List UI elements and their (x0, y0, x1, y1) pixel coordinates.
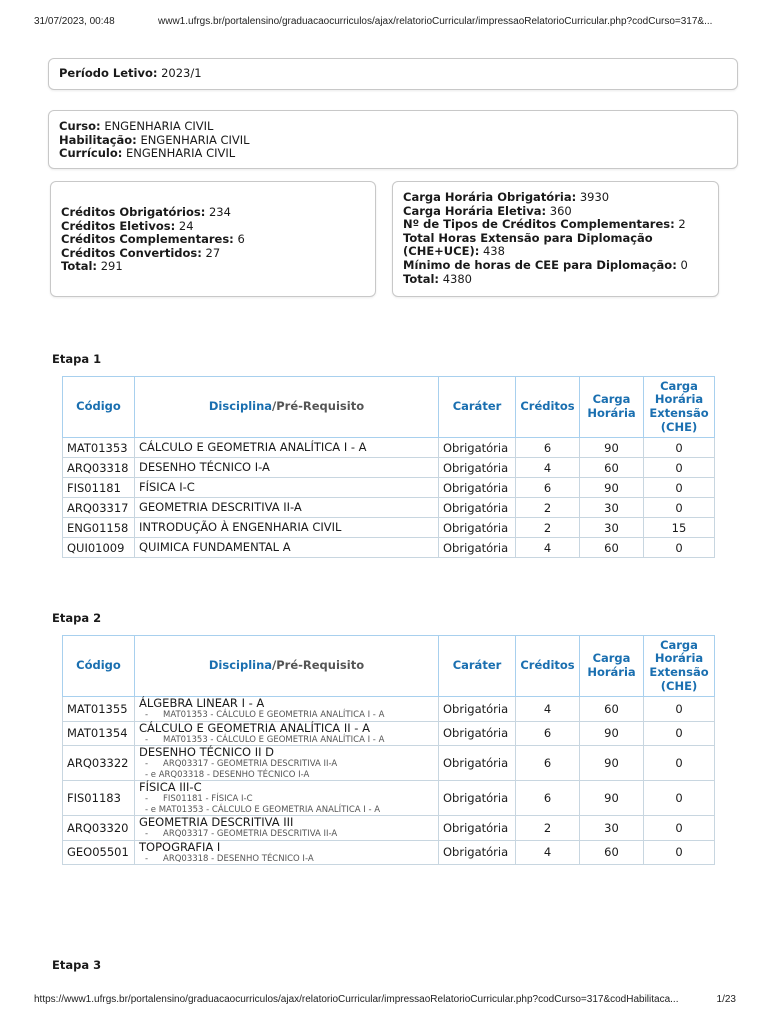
etapa1-table (62, 376, 715, 558)
creditos-cell: 4 (516, 840, 580, 865)
che-cell: 0 (644, 816, 715, 841)
table-row (63, 816, 715, 841)
che-cell: 0 (644, 458, 715, 478)
disciplina-cell (135, 478, 439, 498)
prereq-line (145, 735, 434, 746)
carga-box (392, 181, 719, 297)
disciplina-cell (135, 746, 439, 781)
creditos-cell: 4 (516, 538, 580, 558)
carater-cell: Obrigatória (439, 697, 516, 722)
table-row (63, 746, 715, 781)
table-row (63, 498, 715, 518)
che-cell: 0 (644, 438, 715, 458)
prereq-line: - e ARQ03318 - DESENHO TÉCNICO I-A (145, 769, 310, 780)
creditos-cell: 2 (516, 816, 580, 841)
carater-cell: Obrigatória (439, 518, 516, 538)
header-slash: / (272, 399, 277, 414)
etapa2-table (62, 635, 715, 865)
che-cell: 0 (644, 746, 715, 781)
header-che (644, 636, 715, 697)
footer-page-number: 1/23 (716, 994, 736, 1005)
prereq-line (145, 794, 434, 805)
prereq-text: MAT01353 - CÁLCULO E GEOMETRIA ANALÍTICA I - A (163, 710, 385, 720)
carga-eletiva-value: 360 (549, 203, 572, 218)
prereq-line: - e MAT01353 - CÁLCULO E GEOMETRIA ANALÍTICA I - A (145, 804, 381, 815)
carga-obrigatoria-value: 3930 (579, 190, 610, 204)
carga-cell: 60 (580, 840, 644, 865)
header-carater: Caráter (439, 377, 516, 438)
carga-total-label: Total: (403, 271, 440, 286)
disciplina-name: QUIMICA FUNDAMENTAL A (139, 540, 291, 554)
extensao-value: 438 (482, 244, 505, 259)
creditos-cell: 4 (516, 697, 580, 722)
carga-cell: 90 (580, 781, 644, 816)
carga-cell: 60 (580, 538, 644, 558)
header-slash: / (272, 658, 277, 673)
prereq-text: ARQ03317 - GEOMETRIA DESCRITIVA II-A (163, 829, 338, 839)
che-cell: 15 (644, 518, 715, 538)
header-che-line2: Horária (654, 651, 704, 666)
carater-cell: Obrigatória (439, 816, 516, 841)
header-carga-line1: Carga (592, 651, 631, 666)
che-cell: 0 (644, 697, 715, 722)
carga-cell: 30 (580, 498, 644, 518)
disciplina-name: CÁLCULO E GEOMETRIA ANALÍTICA II - A (139, 720, 370, 735)
header-che-line3: Extensão (649, 406, 709, 420)
prereq-text: FIS01181 - FÍSICA I-C (163, 794, 253, 804)
prereq-dash: - (145, 853, 149, 864)
creditos-cell: 2 (516, 498, 580, 518)
etapa1-body (63, 438, 715, 558)
carga-cell: 60 (580, 458, 644, 478)
carater-cell: Obrigatória (439, 458, 516, 478)
prereq-dash: - (145, 794, 149, 804)
creditos-convertidos-label: Créditos Convertidos: (61, 245, 202, 260)
carater-cell: Obrigatória (439, 781, 516, 816)
tipos-creditos-label: Nº de Tipos de Créditos Complementares: (403, 217, 675, 232)
disciplina-name: FÍSICA III-C (139, 780, 202, 794)
carga-total-value: 4380 (442, 271, 472, 286)
prereq-dash: - (145, 759, 149, 769)
che-cell: 0 (644, 781, 715, 816)
disciplina-cell (135, 438, 439, 458)
prereq-list (139, 710, 434, 721)
codigo-cell: ARQ03318 (63, 458, 135, 478)
prereq-text: ARQ03318 - DESENHO TÉCNICO I-A (163, 853, 314, 864)
minimo-cee-value: 0 (680, 257, 688, 272)
creditos-total-value: 291 (100, 259, 123, 274)
periodo-label: Período Letivo: (59, 66, 158, 80)
periodo-box (48, 58, 738, 90)
disciplina-name: GEOMETRIA DESCRITIVA III (139, 815, 294, 829)
etapa2-title: Etapa 2 (52, 611, 102, 625)
extensao-label-cont: (CHE+UCE): (403, 244, 480, 259)
creditos-eletivos-value: 24 (178, 218, 194, 233)
table-row (63, 438, 715, 458)
disciplina-name: GEOMETRIA DESCRITIVA II-A (139, 500, 302, 514)
curso-box (48, 110, 738, 169)
prereq-line (145, 710, 434, 721)
disciplina-cell (135, 458, 439, 478)
disciplina-name: CÁLCULO E GEOMETRIA ANALÍTICA I - A (139, 440, 367, 454)
table-row (63, 538, 715, 558)
prereq-list (139, 829, 434, 840)
creditos-cell: 2 (516, 518, 580, 538)
creditos-obrigatorios-value: 234 (208, 205, 231, 219)
disciplina-cell (135, 816, 439, 841)
header-codigo: Código (63, 636, 135, 697)
table-row (63, 781, 715, 816)
table-row (63, 697, 715, 722)
disciplina-cell (135, 781, 439, 816)
che-cell: 0 (644, 840, 715, 865)
extensao-label: Total Horas Extensão para Diplomação (403, 230, 653, 245)
header-prerequisito: Pré-Requisito (276, 658, 365, 673)
codigo-cell: ARQ03320 (63, 816, 135, 841)
print-url: www1.ufrgs.br/portalensino/graduacaocurriculos/ajax/relatorioCurricular/impressaoRelatorioCurricular.php?codCurso=317&... (158, 16, 713, 27)
disciplina-name: DESENHO TÉCNICO I-A (139, 460, 270, 474)
header-carga-line1: Carga (592, 392, 631, 407)
prereq-text: MAT01353 - CÁLCULO E GEOMETRIA ANALÍTICA I - A (163, 734, 385, 745)
creditos-cell: 6 (516, 746, 580, 781)
carater-cell: Obrigatória (439, 498, 516, 518)
curriculo-label: Currículo: (59, 146, 123, 161)
codigo-cell: ARQ03322 (63, 746, 135, 781)
curso-value: ENGENHARIA CIVIL (104, 119, 214, 133)
codigo-cell: ENG01158 (63, 518, 135, 538)
prereq-list (139, 735, 434, 746)
creditos-eletivos-label: Créditos Eletivos: (61, 218, 176, 233)
curriculo-value: ENGENHARIA CIVIL (126, 146, 236, 161)
creditos-convertidos-value: 27 (205, 245, 221, 260)
creditos-cell: 6 (516, 478, 580, 498)
carga-cell: 60 (580, 697, 644, 722)
carater-cell: Obrigatória (439, 840, 516, 865)
creditos-complementares-label: Créditos Complementares: (61, 232, 234, 247)
carater-cell: Obrigatória (439, 478, 516, 498)
header-disciplina (135, 377, 439, 438)
disciplina-name: TOPOGRAFIA I (139, 839, 221, 854)
header-che-line1: Carga (660, 637, 698, 652)
header-che-line4: (CHE) (660, 678, 698, 693)
header-carga (580, 636, 644, 697)
periodo-value: 2023/1 (161, 66, 202, 80)
prereq-line (145, 759, 434, 770)
tipos-creditos-value: 2 (678, 217, 686, 232)
header-disciplina-label: Disciplina (208, 399, 273, 414)
codigo-cell: MAT01354 (63, 721, 135, 746)
che-cell: 0 (644, 721, 715, 746)
prereq-list (139, 759, 434, 780)
carater-cell: Obrigatória (439, 438, 516, 458)
disciplina-cell (135, 498, 439, 518)
disciplina-name: DESENHO TÉCNICO II D (139, 745, 274, 759)
prereq-dash: - (145, 710, 149, 720)
minimo-cee-label: Mínimo de horas de CEE para Diplomação: (403, 257, 677, 272)
carga-eletiva-label: Carga Horária Eletiva: (403, 203, 547, 218)
header-che-line2: Horária (654, 392, 704, 407)
creditos-complementares-value: 6 (237, 232, 245, 247)
disciplina-cell (135, 518, 439, 538)
curso-label: Curso: (59, 119, 101, 133)
carga-cell: 30 (580, 816, 644, 841)
che-cell: 0 (644, 478, 715, 498)
carater-cell: Obrigatória (439, 721, 516, 746)
creditos-box (50, 181, 376, 297)
codigo-cell: FIS01183 (63, 781, 135, 816)
carga-cell: 90 (580, 438, 644, 458)
disciplina-name: ÁLGEBRA LINEAR I - A (139, 696, 265, 710)
disciplina-name: FÍSICA I-C (139, 480, 195, 494)
etapa3-title: Etapa 3 (52, 958, 102, 972)
table-row (63, 840, 715, 865)
prereq-list (139, 854, 434, 865)
table-header-row (63, 377, 715, 438)
prereq-dash: - (145, 734, 149, 745)
table-row (63, 721, 715, 746)
header-carater: Caráter (439, 636, 516, 697)
codigo-cell: QUI01009 (63, 538, 135, 558)
che-cell: 0 (644, 498, 715, 518)
che-cell: 0 (644, 538, 715, 558)
creditos-cell: 6 (516, 781, 580, 816)
disciplina-name: INTRODUÇÃO À ENGENHARIA CIVIL (139, 520, 342, 534)
habilitacao-label: Habilitação: (59, 132, 137, 147)
header-prerequisito: Pré-Requisito (276, 399, 365, 414)
disciplina-cell (135, 840, 439, 865)
table-row (63, 458, 715, 478)
carga-cell: 90 (580, 478, 644, 498)
table-header-row (63, 636, 715, 697)
creditos-cell: 4 (516, 458, 580, 478)
creditos-cell: 6 (516, 438, 580, 458)
carga-cell: 30 (580, 518, 644, 538)
codigo-cell: GEO05501 (63, 840, 135, 865)
carater-cell: Obrigatória (439, 538, 516, 558)
header-carga-line2: Horária (587, 665, 636, 679)
creditos-cell: 6 (516, 721, 580, 746)
header-disciplina (135, 636, 439, 697)
prereq-text: ARQ03317 - GEOMETRIA DESCRITIVA II-A (163, 759, 338, 769)
carater-cell: Obrigatória (439, 746, 516, 781)
disciplina-cell (135, 721, 439, 746)
disciplina-cell (135, 697, 439, 722)
prereq-dash: - (145, 829, 149, 839)
footer-url: https://www1.ufrgs.br/portalensino/graduacaocurriculos/ajax/relatorioCurricular/impressaoRelatorioCurricular.php?codCurso=317&codHabilitaca... (34, 994, 679, 1005)
codigo-cell: ARQ03317 (63, 498, 135, 518)
header-che-line1: Carga (660, 378, 698, 393)
codigo-cell: FIS01181 (63, 478, 135, 498)
creditos-obrigatorios-label: Créditos Obrigatórios: (61, 205, 206, 219)
print-datetime: 31/07/2023, 00:48 (34, 16, 115, 27)
carga-cell: 90 (580, 721, 644, 746)
etapa1-title: Etapa 1 (52, 352, 102, 366)
header-che-line3: Extensão (649, 665, 709, 679)
header-codigo: Código (63, 377, 135, 438)
header-creditos: Créditos (516, 377, 580, 438)
header-carga (580, 377, 644, 438)
header-carga-line2: Horária (587, 406, 636, 420)
codigo-cell: MAT01355 (63, 697, 135, 722)
disciplina-cell (135, 538, 439, 558)
header-che (644, 377, 715, 438)
table-row (63, 518, 715, 538)
header-creditos: Créditos (516, 636, 580, 697)
prereq-line (145, 829, 434, 840)
creditos-total-label: Total: (61, 259, 98, 274)
habilitacao-value: ENGENHARIA CIVIL (140, 132, 250, 147)
header-disciplina-label: Disciplina (208, 658, 273, 673)
carga-cell: 90 (580, 746, 644, 781)
carga-obrigatoria-label: Carga Horária Obrigatória: (403, 190, 577, 204)
table-row (63, 478, 715, 498)
prereq-line (145, 854, 434, 865)
prereq-list (139, 794, 434, 815)
codigo-cell: MAT01353 (63, 438, 135, 458)
etapa2-body (63, 697, 715, 865)
header-che-line4: (CHE) (660, 419, 698, 434)
